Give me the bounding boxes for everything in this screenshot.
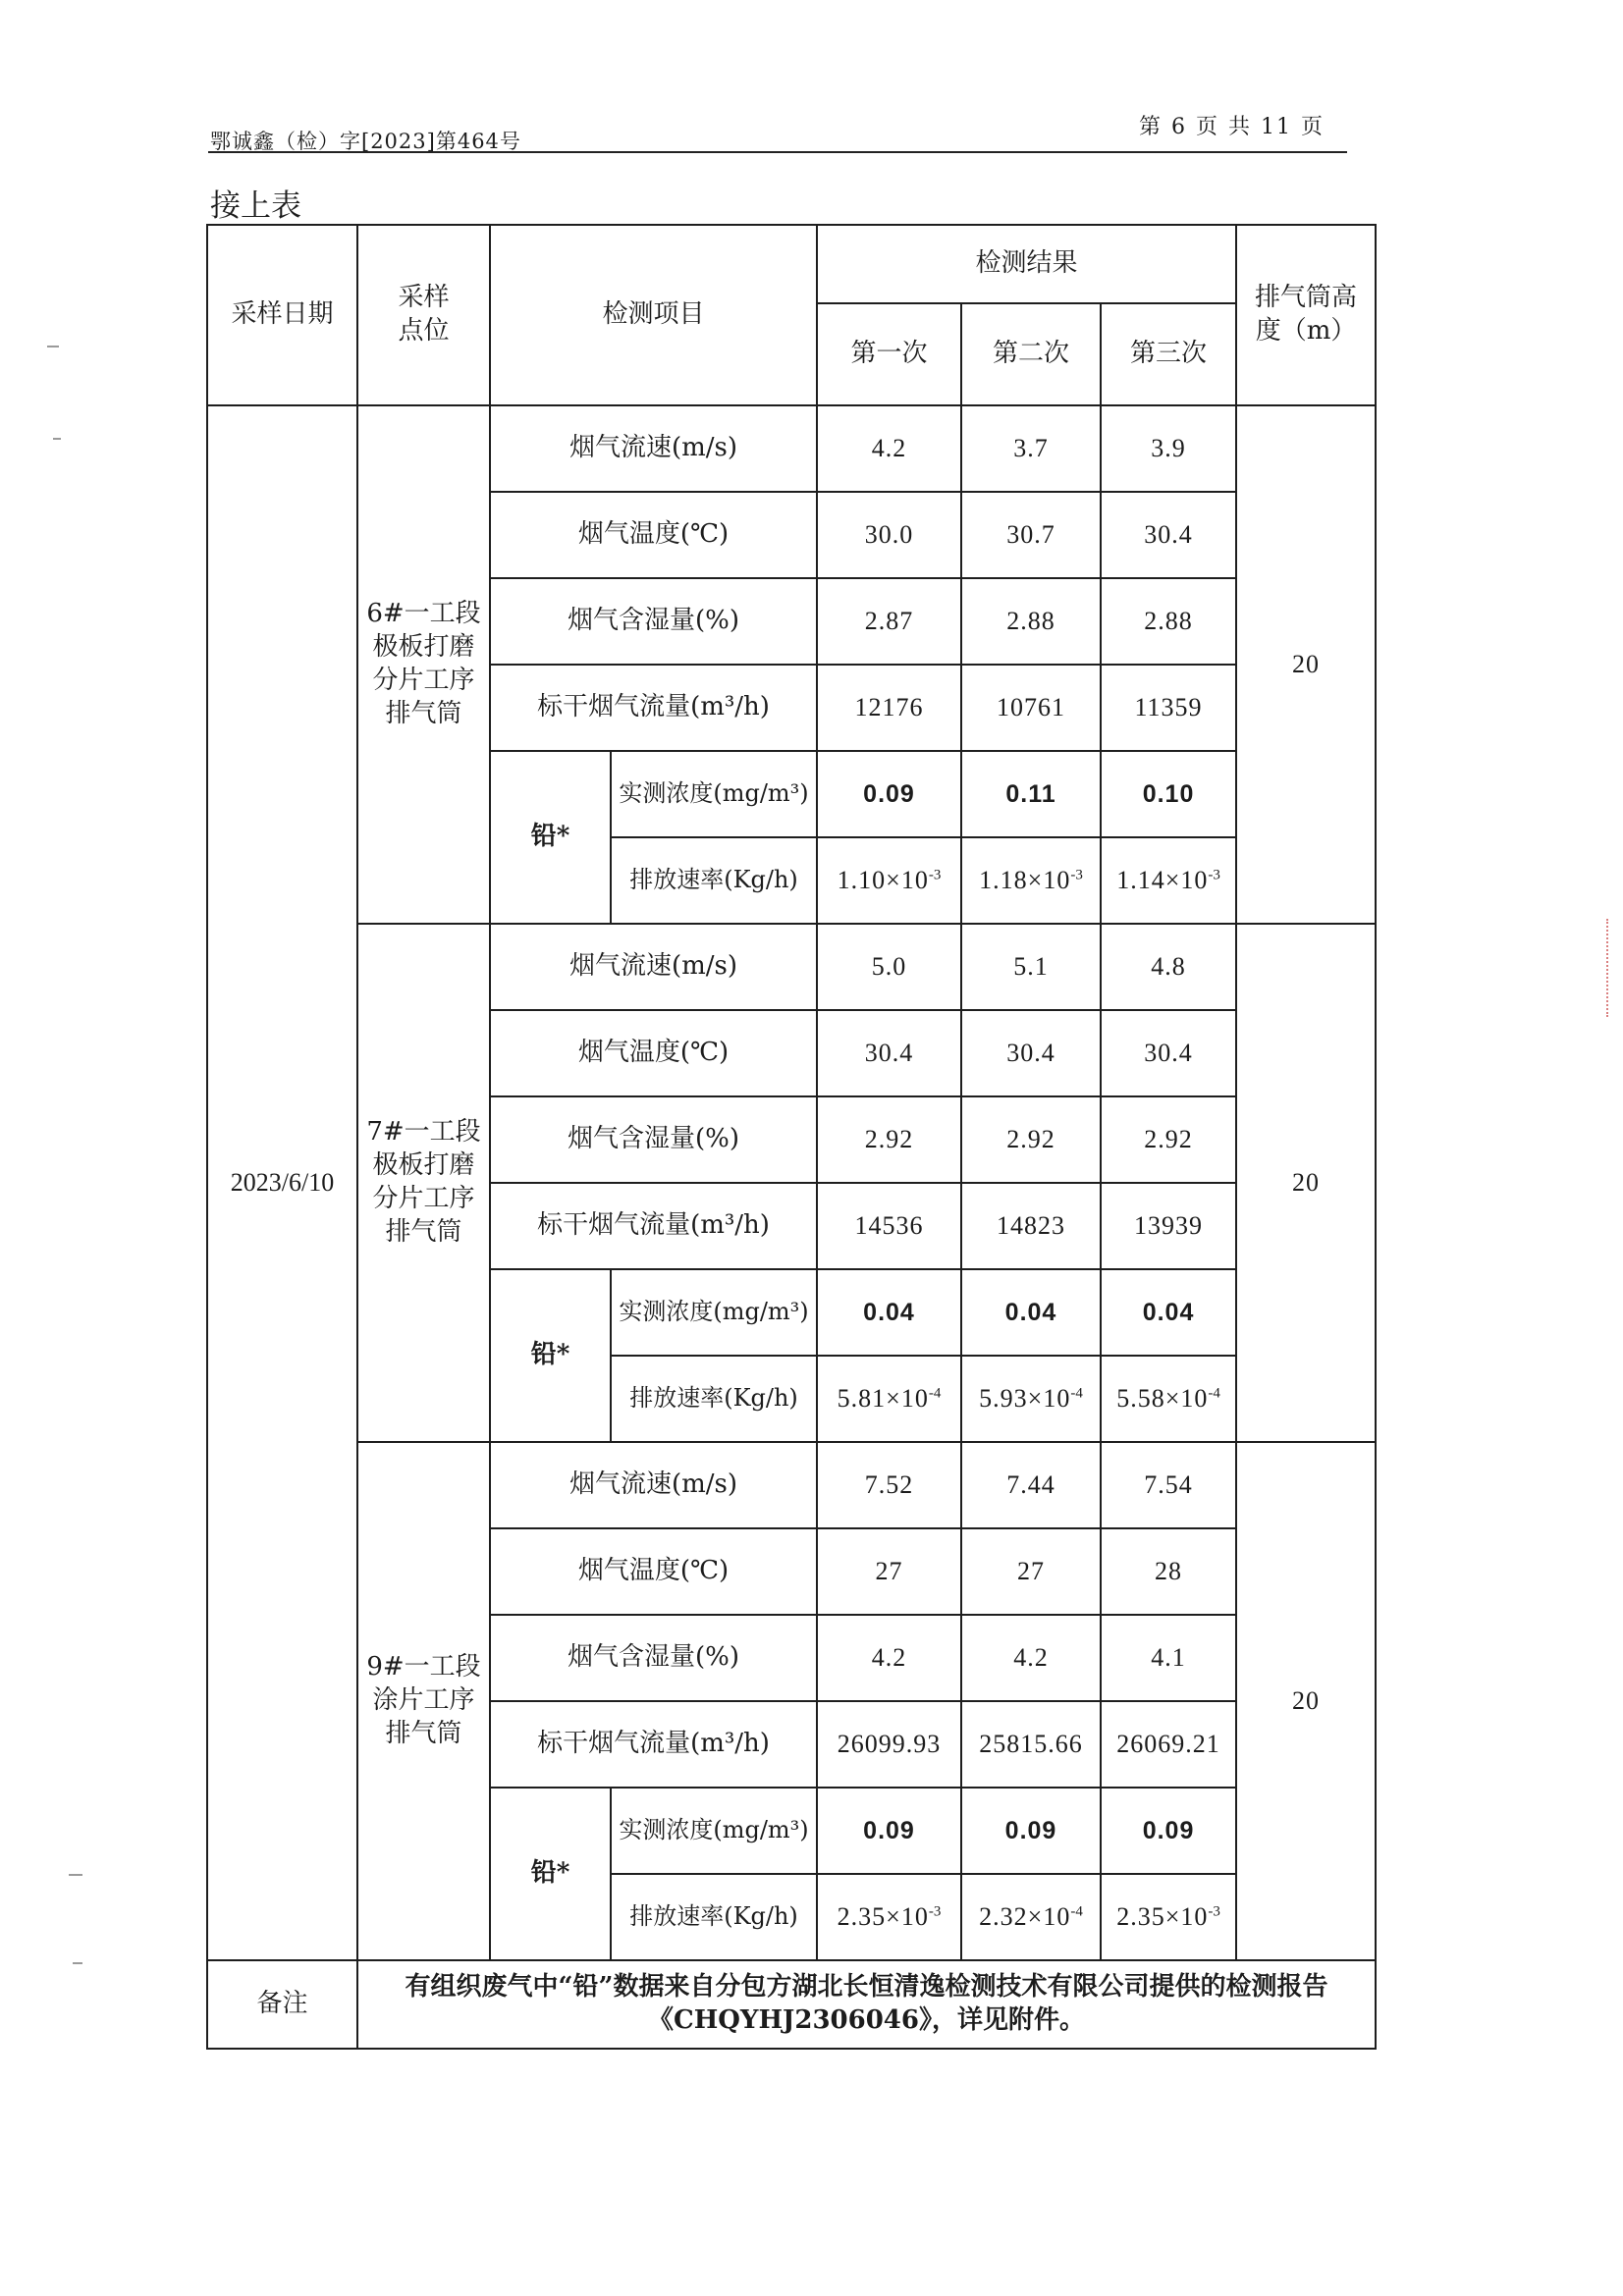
value-run-1: 0.09 xyxy=(817,751,961,837)
value-run-3: 13939 xyxy=(1101,1183,1236,1269)
value-base: 5.58×10 xyxy=(1116,1384,1209,1414)
test-item-cell: 排放速率(Kg/h) xyxy=(611,1356,817,1442)
value-run-2: 25815.66 xyxy=(961,1701,1101,1788)
value-run-1: 4.2 xyxy=(817,405,961,492)
value-run-2 xyxy=(961,1356,1101,1442)
value-run-2: 27 xyxy=(961,1528,1101,1615)
scan-artifact xyxy=(73,1962,82,1964)
value-base: 1.18×10 xyxy=(979,866,1071,895)
test-item-cell: 烟气含湿量(%) xyxy=(490,1615,817,1701)
value-exponent: -3 xyxy=(1208,1903,1220,1920)
value-run-1 xyxy=(817,1874,961,1960)
value-base: 1.14×10 xyxy=(1116,866,1209,895)
value-run-1 xyxy=(817,1356,961,1442)
exhaust-gas-results-table xyxy=(206,224,1377,2050)
value-run-2: 3.7 xyxy=(961,405,1101,492)
sampling-point-cell: 6#一工段 极板打磨 分片工序 排气筒 xyxy=(357,405,490,924)
value-run-1: 2.92 xyxy=(817,1096,961,1183)
header-sampling-point: 采样 点位 xyxy=(357,225,490,405)
document-number: 鄂诚鑫（检）字[2023]第464号 xyxy=(210,130,521,153)
stack-height-cell: 20 xyxy=(1236,405,1376,924)
value-run-1: 26099.93 xyxy=(817,1701,961,1788)
test-item-cell: 烟气温度(℃) xyxy=(490,492,817,578)
value-run-3: 2.88 xyxy=(1101,578,1236,665)
value-run-1: 14536 xyxy=(817,1183,961,1269)
value-run-3: 0.09 xyxy=(1101,1788,1236,1874)
value-run-1: 2.87 xyxy=(817,578,961,665)
test-item-cell: 烟气含湿量(%) xyxy=(490,1096,817,1183)
header-rule xyxy=(208,151,1347,153)
value-run-2: 10761 xyxy=(961,665,1101,751)
test-item-cell: 实测浓度(mg/m³) xyxy=(611,1269,817,1356)
value-exponent: -3 xyxy=(928,867,942,883)
lead-label-cell: 铅* xyxy=(490,751,611,924)
test-item-cell: 烟气流速(m/s) xyxy=(490,1442,817,1528)
value-run-3: 4.8 xyxy=(1101,924,1236,1010)
value-run-2: 30.7 xyxy=(961,492,1101,578)
lead-label-cell: 铅* xyxy=(490,1269,611,1442)
value-run-2 xyxy=(961,1874,1101,1960)
test-item-cell: 烟气含湿量(%) xyxy=(490,578,817,665)
value-run-2: 2.88 xyxy=(961,578,1101,665)
test-item-cell: 烟气温度(℃) xyxy=(490,1528,817,1615)
value-run-2: 0.11 xyxy=(961,751,1101,837)
value-base: 2.35×10 xyxy=(837,1902,929,1932)
sampling-point-cell: 7#一工段 极板打磨 分片工序 排气筒 xyxy=(357,924,490,1442)
value-run-1: 7.52 xyxy=(817,1442,961,1528)
value-run-2: 30.4 xyxy=(961,1010,1101,1096)
remark-label: 备注 xyxy=(207,1960,357,2049)
value-exponent: -3 xyxy=(928,1903,942,1920)
value-run-3: 0.04 xyxy=(1101,1269,1236,1356)
value-run-3: 0.10 xyxy=(1101,751,1236,837)
value-exponent: -4 xyxy=(928,1385,942,1402)
value-run-2 xyxy=(961,837,1101,924)
value-run-2: 0.04 xyxy=(961,1269,1101,1356)
value-base: 2.32×10 xyxy=(979,1902,1071,1932)
test-item-cell: 烟气温度(℃) xyxy=(490,1010,817,1096)
test-item-cell: 烟气流速(m/s) xyxy=(490,405,817,492)
header-row xyxy=(207,225,1376,303)
test-item-cell: 烟气流速(m/s) xyxy=(490,924,817,1010)
value-run-1: 12176 xyxy=(817,665,961,751)
value-exponent: -4 xyxy=(1070,1385,1083,1402)
test-item-cell: 实测浓度(mg/m³) xyxy=(611,1788,817,1874)
value-exponent: -4 xyxy=(1208,1385,1220,1402)
header-run-2: 第二次 xyxy=(961,303,1101,405)
sampling-point-cell: 9#一工段 涂片工序 排气筒 xyxy=(357,1442,490,1960)
header-test-item: 检测项目 xyxy=(490,225,817,405)
stack-height-cell: 20 xyxy=(1236,1442,1376,1960)
value-base: 5.81×10 xyxy=(837,1384,929,1414)
value-exponent: -3 xyxy=(1208,867,1220,883)
value-run-3 xyxy=(1101,1356,1236,1442)
remark-row xyxy=(207,1960,1376,2049)
stack-height-cell: 20 xyxy=(1236,924,1376,1442)
value-run-2: 0.09 xyxy=(961,1788,1101,1874)
header-sampling-date: 采样日期 xyxy=(207,225,357,405)
value-run-3: 4.1 xyxy=(1101,1615,1236,1701)
value-exponent: -4 xyxy=(1070,1903,1083,1920)
header-run-3: 第三次 xyxy=(1101,303,1236,405)
table-row xyxy=(207,924,1376,1010)
value-run-2: 4.2 xyxy=(961,1615,1101,1701)
value-base: 5.93×10 xyxy=(979,1384,1071,1414)
value-run-3: 28 xyxy=(1101,1528,1236,1615)
value-run-3 xyxy=(1101,837,1236,924)
value-run-3: 26069.21 xyxy=(1101,1701,1236,1788)
value-run-1: 30.4 xyxy=(817,1010,961,1096)
value-run-3: 2.92 xyxy=(1101,1096,1236,1183)
test-item-cell: 排放速率(Kg/h) xyxy=(611,837,817,924)
test-item-cell: 标干烟气流量(m³/h) xyxy=(490,1701,817,1788)
table-row xyxy=(207,405,1376,492)
value-run-2: 2.92 xyxy=(961,1096,1101,1183)
header-stack-height: 排气筒高 度（m） xyxy=(1236,225,1376,405)
header-run-1: 第一次 xyxy=(817,303,961,405)
sampling-date-cell: 2023/6/10 xyxy=(207,405,357,1960)
value-base: 1.10×10 xyxy=(837,866,929,895)
scan-artifact xyxy=(47,346,59,347)
value-exponent: -3 xyxy=(1070,867,1083,883)
scan-artifact xyxy=(1606,919,1608,1017)
value-run-3: 11359 xyxy=(1101,665,1236,751)
value-run-1: 27 xyxy=(817,1528,961,1615)
value-run-3: 7.54 xyxy=(1101,1442,1236,1528)
value-run-2: 5.1 xyxy=(961,924,1101,1010)
test-item-cell: 标干烟气流量(m³/h) xyxy=(490,665,817,751)
value-run-1: 0.04 xyxy=(817,1269,961,1356)
header-results: 检测结果 xyxy=(817,225,1236,303)
table-row xyxy=(207,1442,1376,1528)
value-run-3: 30.4 xyxy=(1101,492,1236,578)
value-run-1: 30.0 xyxy=(817,492,961,578)
remark-text: 有组织废气中“铅”数据来自分包方湖北长恒清逸检测技术有限公司提供的检测报告《CHQYHJ2306046》，详见附件。 xyxy=(357,1960,1376,2049)
continued-label: 接上表 xyxy=(210,188,301,224)
value-run-1: 4.2 xyxy=(817,1615,961,1701)
value-run-3 xyxy=(1101,1874,1236,1960)
lead-label-cell: 铅* xyxy=(490,1788,611,1960)
value-run-1: 0.09 xyxy=(817,1788,961,1874)
page-indicator: 第 6 页 共 11 页 xyxy=(1139,115,1325,139)
value-run-3: 3.9 xyxy=(1101,405,1236,492)
value-base: 2.35×10 xyxy=(1116,1902,1209,1932)
test-item-cell: 实测浓度(mg/m³) xyxy=(611,751,817,837)
test-item-cell: 排放速率(Kg/h) xyxy=(611,1874,817,1960)
value-run-1 xyxy=(817,837,961,924)
scan-artifact xyxy=(53,438,61,440)
scan-artifact xyxy=(69,1874,82,1876)
test-item-cell: 标干烟气流量(m³/h) xyxy=(490,1183,817,1269)
value-run-3: 30.4 xyxy=(1101,1010,1236,1096)
value-run-1: 5.0 xyxy=(817,924,961,1010)
value-run-2: 7.44 xyxy=(961,1442,1101,1528)
value-run-2: 14823 xyxy=(961,1183,1101,1269)
